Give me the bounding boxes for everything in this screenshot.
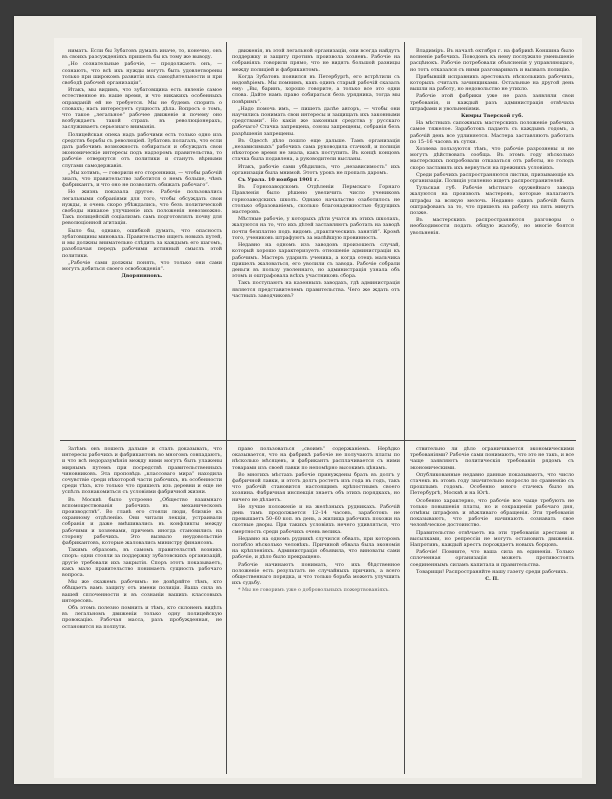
scan-background — [14, 16, 596, 784]
paragraph: Въ Москвѣ было устроено „Общество взаимнаго вспомоществованія рабочихъ въ механическомъ производствѣ“. Во главѣ его стояли люди, близкіе къ охранному отдѣленію. Они читали лекціи, устраивали собранія и даже вмѣшивались въ конфликты между рабочими и хозяевами, причемъ иногда становились на сторону рабочихъ. Это вызвало неудовольствіе фабрикантовъ, которые жаловались министру финансовъ. — [62, 496, 222, 547]
paragraph: Когда Зубатовъ появился въ Петербургѣ, его встрѣтили съ недовѣріемъ. Мы помнимъ, какъ одинъ старый рабочій сказалъ ему: „Вы, баринъ, хорошо говорите, а только все это одни слова. Дайте намъ право собираться безъ урядника, тогда мы повѣримъ“. — [232, 73, 400, 105]
column-2-bottom-text — [232, 446, 400, 594]
section-heading: Съ Урала. 10 ноября 1901 г. — [238, 177, 319, 184]
column-1-top — [62, 48, 222, 436]
paragraph: Владиміръ. Въ началѣ октября г. на фабрикѣ Коншина было волненіе рабочихъ. Поводомъ къ нему послужило уменьшеніе расцѣнокъ. Рабочіе потребовали объясненія у управляющаго, но тотъ отказался съ ними разговаривать и вызвалъ полицію. — [410, 48, 574, 73]
paragraph: право пользоваться „своимъ“ содержаніемъ. Нерѣдко оказывается, что на фабрикѣ рабочіе не получаютъ платы по нѣсколько мѣсяцевъ, и фабрикантъ расплачивается съ ними товарами изъ своей лавки по непомѣрно высокимъ цѣнамъ. — [232, 446, 400, 471]
paragraph: Правительство отвѣчаетъ на эти требованія арестами и высылками, но репрессіи не могутъ остановить движенія. Напротивъ, каждый арестъ порождаетъ новыхъ борцовъ. — [410, 529, 574, 549]
paragraph: Недавно на одномъ изъ заводовъ произошелъ случай, который хорошо характеризуетъ отношеніе администраціи къ рабочимъ. Мастеръ ударилъ ученика, а когда отецъ мальчика пришелъ жаловаться, его уволили съ завода. Рабочіе собрали деньги въ пользу уволеннаго, но администрація узнала объ этомъ и оштрафовала всѣхъ участниковъ сбора. — [232, 242, 400, 280]
paragraph: Такъ поступаютъ на казенныхъ заводахъ, гдѣ администрація является представителемъ правительства. Чего же ждать отъ частныхъ заводчиковъ? — [232, 280, 400, 299]
paragraph: Было бы, однако, ошибкой думать, что опасность зубатовщины миновала. Правительство ищетъ новыхъ путей, и мы должны внимательно слѣдить за каждымъ его шагомъ, разоблачая передъ рабочими истинный смыслъ этой политики. — [62, 227, 222, 259]
paragraph: Прибывшій исправникъ арестовалъ нѣсколькихъ рабочихъ, которыхъ считалъ зачинщиками. Остальные на другой день вышли на работу, но недовольство не утихло. — [410, 73, 574, 93]
footnote: * Мы не говоримъ уже о добровольныхъ пожертвованіяхъ. — [238, 587, 390, 594]
paragraph: Мѣстные рабочіе, у которыхъ дѣти учатся въ этихъ школахъ, жалуются на то, что ихъ дѣтей заставляютъ работать на заводѣ почти безплатно подъ видомъ „практическихъ занятій“. Кромѣ того, учениковъ штрафуютъ за малѣйшую провинность. — [232, 216, 400, 241]
paragraph: Товарищи! Распространяйте нашу газету среди рабочихъ. — [416, 568, 568, 575]
paragraph: Такимъ образомъ, въ самомъ правительствѣ возникъ споръ: одни стояли за поддержку зубатовскихъ организацій, другіе требовали ихъ закрытія. Споръ этотъ показываетъ, какъ мало правительство понимаетъ сущность рабочаго вопроса. — [62, 547, 222, 579]
paragraph: Опубликованные недавно данные показываютъ, что число стачекъ въ этомъ году значительно возросло по сравненію съ прошлымъ годомъ. Особенно много стачекъ было въ Петербургѣ, Москвѣ и на Югѣ. — [410, 471, 574, 497]
paragraph: Въ Одессѣ дѣло пошло еще дальше. Тамъ организація „независимыхъ“ рабочихъ сама руководила стачкой, и полиція нѣкоторое время не знала, какъ поступить. Въ концѣ концовъ стачка была подавлена, а руководители высланы. — [232, 137, 400, 163]
paragraph: „Но сознательные рабочіе, — продолжаетъ онъ, — сознаютъ, что всѣ ихъ нужды могутъ быть удовлетворены только при широкомъ развитіи ихъ самодѣятельности и при свободѣ рабочей организаціи“. — [62, 61, 222, 87]
paragraph: ниматъ. Если бы Зубатовъ думалъ иначе, то, конечно, онъ въ своихъ разсужденіяхъ пришелъ бы къ тому же выводу. — [62, 48, 222, 61]
paragraph: Особенно характерно, что рабочіе все чаще требуютъ не только повышенія платы, но и сокращенія рабочаго дня, отмѣны штрафовъ и вѣжливаго обращенія. Эти требованія показываютъ, что рабочіе начинаютъ сознавать свое человѣческое достоинство. — [410, 497, 574, 529]
paragraph: „Надо помочь имъ, — пишетъ далѣе авторъ, — чтобы они научились понимать свои интересы и защищать ихъ законными средствами“. Но какія же законныя средства у русскаго рабочаго? Стачка запрещена, союзы запрещены, собранія безъ разрѣшенія запрещены. — [232, 105, 400, 137]
paragraph: движенія, въ этой легальной организаціи, они всегда найдутъ поддержку и защиту противъ произвола хозяевъ. Рабочіе на собраніяхъ говорили прямо, что не видятъ большой разницы между полиціей и фабрикантомъ. — [232, 48, 400, 73]
paragraph: Объ этомъ полезно помнить и тѣмъ, кто склоненъ видѣть въ легальномъ движеніи только одну полицейскую провокацію. Рабочая масса, разъ пробужденная, не остановится на полпути. — [62, 605, 222, 630]
paragraph: „Мы хотимъ, — говорили его сторонники, — чтобы рабочій зналъ, что правительство заботится о немъ больше, чѣмъ фабрикантъ, и что оно не позволитъ обижать рабочаго“. — [62, 169, 222, 189]
paragraph: Мы же скажемъ рабочимъ: не довѣряйте тѣмъ, кто обѣщаетъ вамъ защиту отъ имени полиціи. Ваша сила въ вашей сплоченности и въ сознаніи вашихъ классовыхъ интересовъ. — [62, 579, 222, 604]
column-1-text — [62, 48, 222, 279]
paragraph: „Рабочіе сами должны понять, что только они сами могутъ добиться своего освобожденія“. — [62, 259, 222, 272]
column-3-bottom-text — [410, 446, 574, 582]
column-1-bottom-text — [62, 446, 222, 630]
paragraph: Рабочіе этой фабрики уже не разъ заявляли свои требованія, и каждый разъ администрація отвѣчала штрафами и увольненіями. — [410, 93, 574, 112]
column-3-text — [410, 48, 574, 236]
horizontal-rule — [60, 440, 576, 441]
paragraph: Хозяева пользуются тѣмъ, что рабочіе разрознены и не могутъ дѣйствовать сообща. Въ этомъ году нѣсколько мастерскихъ попробовали отказаться отъ работы, но голодъ скоро заставилъ ихъ вернуться на прежнихъ условіяхъ. — [410, 146, 574, 171]
paragraph: На мѣстныхъ сапожныхъ мастерскихъ положеніе рабочихъ самое тяжелое. Заработокъ падаетъ съ каждымъ годомъ, а рабочій день все удлиняется. Мастера заставляютъ работать по 15–16 часовъ въ сутки. — [410, 120, 574, 145]
signature: Дворяниновъ. — [121, 273, 163, 280]
column-2-bottom — [232, 446, 400, 772]
newspaper-page — [54, 38, 582, 778]
column-2-top — [232, 48, 400, 436]
section-heading: Кимры Тверской губ. — [460, 113, 524, 120]
column-3-bottom — [410, 446, 574, 772]
paragraph: Не лучше положеніе и на желѣзныхъ рудникахъ. Рабочій день тамъ продолжается 12–14 часовъ, заработокъ не превышаетъ 50–60 коп. въ день, а жилища рабочихъ похожи на скотные дворы. При такихъ условіяхъ нечего удивляться, что смертность среди рабочихъ очень велика. — [232, 503, 400, 535]
paragraph: Въ Горнозаводскомъ Отдѣленіи Пермскаго Горнаго Правленія было рѣшено увеличить число учениковъ горнозаводскихъ школъ. Однако начальство озаботилось не столько образованіемъ, сколько благонадежностью будущихъ мастеровъ. — [232, 184, 400, 216]
column-rule-left — [226, 42, 227, 774]
paragraph: Рабочіе начинаютъ понимать, что ихъ бѣдственное положеніе есть результатъ не случайныхъ причинъ, а всего общественнаго порядка, и что только борьба можетъ улучшить ихъ судьбу. — [232, 561, 400, 587]
paragraph: Въ мастерскихъ распространяются разговоры о необходимости подать общую жалобу, но многіе боятся увольненія. — [410, 217, 574, 236]
column-3-top — [410, 48, 574, 436]
signature: С. П. — [485, 576, 499, 583]
column-rule-right — [404, 42, 405, 774]
paragraph: Тульская губ. Рабочіе мѣстнаго оружейнаго завода жалуются на произволъ мастеровъ, которые налагаютъ штрафы за всякую мелочь. Недавно одинъ рабочій былъ оштрафованъ за то, что пришелъ на работу на пять минутъ позже. — [410, 185, 574, 217]
paragraph: Итакъ, рабочіе сами убѣдились, что „независимость“ ихъ организаціи была мнимой. Этотъ урокъ не пропалъ даромъ. — [232, 163, 400, 176]
paragraph: Недавно на одномъ рудникѣ случился обвалъ, при которомъ погибло нѣсколько человѣкъ. Причиной обвала была экономія на крѣпленіяхъ. Администрація объявила, что виноваты сами рабочіе, и дѣло было прекращено. — [232, 535, 400, 561]
column-1-bottom — [62, 446, 222, 772]
paragraph: Среди рабочихъ распространяются листки, призывающіе къ организаціи. Полиція усиленно ищетъ распространителей. — [410, 171, 574, 185]
column-2-text — [232, 48, 400, 299]
paragraph: Итакъ, мы видимъ, что зубатовщина есть явленіе самое естественное въ наше время, и что никакихъ особенныхъ оправданій ей не требуется. Мы не будемъ спорить о словахъ; насъ интересуетъ сущность дѣла. Вопросъ о томъ, что такое „легальное“ рабочее движеніе и почему оно возбуждаетъ такой страхъ въ революціонерахъ, заслуживаетъ серьезнаго вниманія. — [62, 87, 222, 131]
paragraph: Полицейская опека надъ рабочими есть только одно изъ средствъ борьбы съ революціей. Зубатовъ полагалъ, что если дать рабочимъ возможность собираться и обсуждать свои экономическіе интересы подъ надзоромъ правительства, то рабочіе отвернутся отъ политики и станутъ вѣрными слугами самодержавія. — [62, 131, 222, 169]
paragraph: Рабочіе! Помните, что ваша сила въ единеніи. Только сплоченная организація можетъ противостоять соединеннымъ силамъ капитала и правительства. — [410, 549, 574, 568]
paragraph: Но жизнь показала другое. Рабочіе пользовались легальными собраніями для того, чтобы обсуждать свои нужды, и очень скоро убѣждались, что безъ политической свободы никакое улучшеніе ихъ положенія невозможно. Такъ полицейскій соціализмъ самъ подготовлялъ почву для революціонной агитаціи. — [62, 189, 222, 227]
paragraph: Затѣмъ онъ пошелъ дальше и сталъ доказывать, что интересы рабочихъ и фабрикантовъ во многомъ совпадаютъ, и что всѣ недоразумѣнія между ними могутъ быть улажены мирнымъ путемъ при посредствѣ правительственныхъ чиновниковъ. Эта проповѣдь „классоваго мира“ находила сочувствіе среди нѣкоторой части рабочихъ, въ особенности среди тѣхъ, кто только что пришелъ изъ деревни и еще не успѣлъ познакомиться съ условіями фабричной жизни. — [62, 446, 222, 496]
paragraph: ствительно ли дѣло ограничивается экономическими требованіями? Рабочіе сами понимаютъ, что это не такъ, и все чаще заявляютъ политическія требованія рядомъ съ экономическими. — [410, 446, 574, 471]
paragraph: Во многихъ мѣстахъ рабочіе принуждены брать въ долгъ у фабричной лавки, и этотъ долгъ ростетъ изъ года въ годъ, такъ что рабочій становится настоящимъ крѣпостнымъ своего хозяина. Фабричная инспекція знаетъ объ этихъ порядкахъ, но ничего не дѣлаетъ. — [232, 471, 400, 503]
